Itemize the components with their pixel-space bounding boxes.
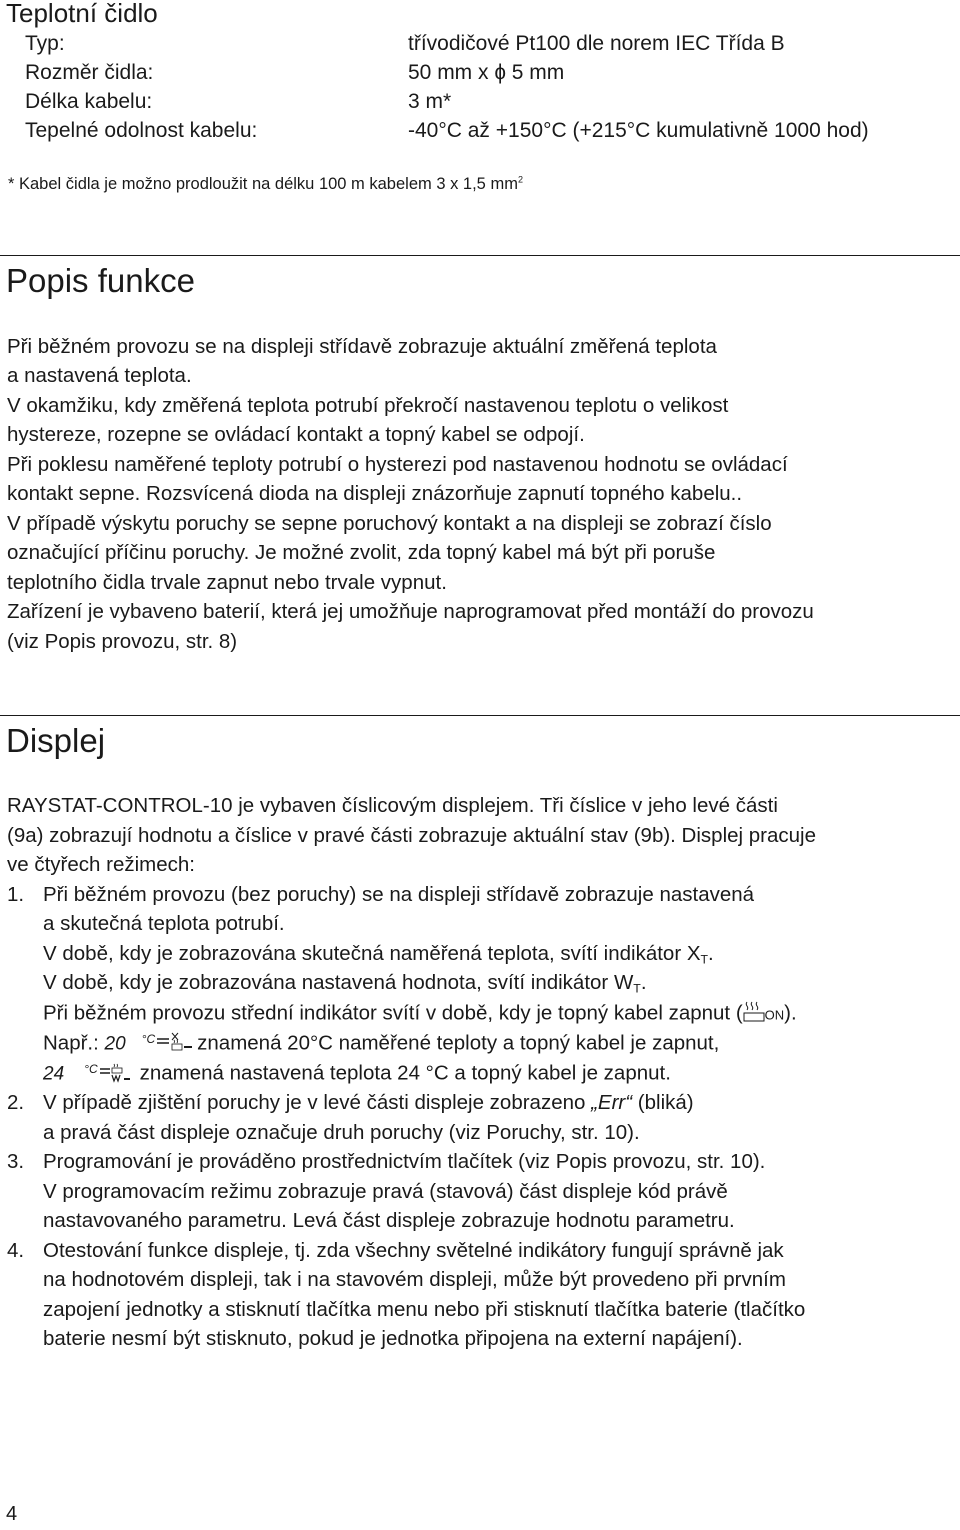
spec-value-cable-length: 3 m* [408,90,452,113]
item1-line-wt: V době, kdy je zobrazována nastavená hodnota, svítí indikátor $W_T$. [43,971,647,996]
list-number: 1. [7,883,25,906]
sensor-title: Teplotní čidlo [6,0,158,28]
function-line: označující příčinu poruchy. Je možné zvolit, zda topný kabel má být při poruše [7,541,716,564]
item4-line: zapojení jednotky a stisknutí tlačítka menu nebo při stisknutí tlačítka baterie (tlačítko [43,1298,806,1321]
item4-line: Otestování funkce displeje, tj. zda všechny světelné indikátory fungují správně jak [43,1239,784,1262]
example-2-unit: °C [84,1062,98,1077]
spec-label-type: Typ: [25,32,65,55]
page-number: 4 [6,1503,18,1525]
spec-label-cable-length: Délka kabelu: [25,90,153,113]
display-intro-line: ve čtyřech režimech: [7,853,195,876]
err-code: „Err“ [591,1091,633,1114]
item3-line: nastavovaného parametru. Levá část displeje zobrazuje hodnotu parametru. [43,1209,735,1232]
item3-line: Programování je prováděno prostřednictvím tlačítek (viz Popis provozu, str. 10). [43,1150,766,1173]
item1-line: a skutečná teplota potrubí. [43,912,285,935]
function-line: kontakt sepne. Rozsvícená dioda na displeji znázorňuje zapnutí topného kabelu.. [7,482,743,505]
section-divider [0,715,960,716]
item4-line: baterie nesmí být stisknuto, pokud je jednotka připojena na externí napájení). [43,1327,743,1350]
function-line: V okamžiku, kdy změřená teplota potrubí překročí nastavenou teplotu o velikost [7,394,729,417]
heating-icon [743,1001,765,1027]
item1-line-on: Při běžném provozu střední indikátor svítí v době, kdy je topný kabel zapnut ( ON). [43,1001,797,1027]
function-title: Popis funkce [6,262,195,299]
sensor-footnote: * Kabel čidla je možno prodloužit na délku 100 m kabelem 3 x 1,5 $mm^2$ [8,174,523,193]
spec-label-cable-resistance: Tepelné odolnost kabelu: [25,119,258,142]
list-number: 2. [7,1091,25,1114]
example-1: Např.: 20 $^{^\circ C}$ znamená 20°C naměřené teploty a topný kabel je zapnut, [43,1031,719,1057]
spec-value-size: 50 mm x ɸ 5 mm [408,61,565,84]
function-line: hystereze, rozepne se ovládací kontakt a topný kabel se odpojí. [7,423,585,446]
display-title: Displej [6,722,106,759]
function-line: (viz Popis provozu, str. 8) [7,630,238,653]
item1-line-xt: V době, kdy je zobrazována skutečná naměřená teplota, svítí indikátor $X_T$. [43,942,714,967]
example-1-unit: °C [141,1032,156,1047]
display-indicator-xt-icon [155,1031,197,1057]
section-divider [0,255,960,256]
display-intro-line: RAYSTAT-CONTROL-10 je vybaven číslicovým displejem. Tři číslice v jeho levé části [7,794,778,817]
list-number: 3. [7,1150,25,1173]
item4-line: na hodnotovém displeji, tak i na stavovém displeji, může být provedeno při prvním [43,1268,786,1291]
example-1-value: 20 [104,1033,126,1055]
function-line: teplotního čidla trvale zapnut nebo trvale vypnut. [7,571,447,594]
display-intro-line: (9a) zobrazují hodnotu a číslice v pravé části zobrazuje aktuální stav (9b). Displej pracuje [7,824,817,847]
function-line: Při běžném provozu se na displeji střídavě zobrazuje aktuální změřená teplota [7,335,717,358]
spec-label-size: Rozměr čidla: [25,61,154,84]
function-line: Při poklesu naměřené teploty potrubí o hysterezi pod nastavenou hodnotu se ovládací [7,453,788,476]
example-2: 24 $^{^\circ C}$ znamená nastavená teplota 24 °C a topný kabel je zapnut. [43,1061,671,1087]
spec-value-type: třívodičové Pt100 dle norem IEC Třída B [408,32,785,55]
item2-line: a pravá část displeje označuje druh poruchy (viz Poruchy, str. 10). [43,1121,640,1144]
item3-line: V programovacím režimu zobrazuje pravá (stavová) část displeje kód právě [43,1180,728,1203]
function-line: V případě výskytu poruchy se sepne poruchový kontakt a na displeji se zobrazí číslo [7,512,772,535]
item2-line: V případě zjištění poruchy je v levé části displeje zobrazeno „Err“ (bliká) [43,1091,694,1114]
list-number: 4. [7,1239,25,1262]
function-line: Zařízení je vybaveno baterií, která jej umožňuje naprogramovat před montáží do provozu [7,600,814,623]
example-2-value: 24 [43,1063,65,1085]
display-indicator-wt-icon [98,1061,140,1087]
spec-value-cable-resistance: -40°C až +150°C (+215°C kumulativně 1000 hod) [408,119,869,142]
item1-line: Při běžném provozu (bez poruchy) se na displeji střídavě zobrazuje nastavená [43,883,755,906]
function-line: a nastavená teplota. [7,364,192,387]
